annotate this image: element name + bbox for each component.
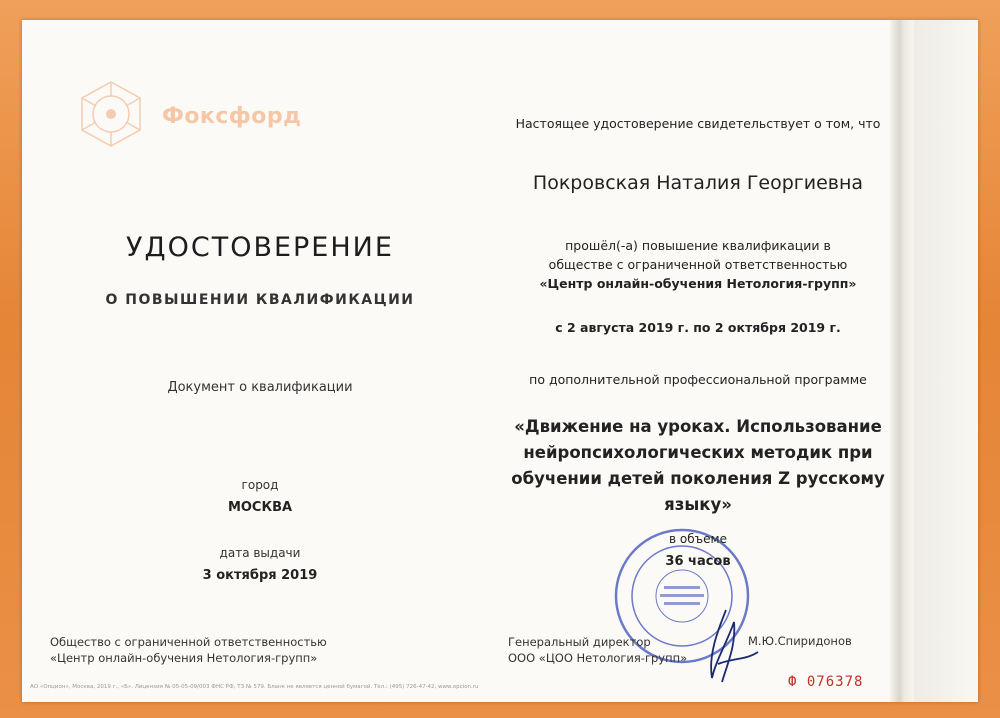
org-line-1: Общество с ограниченной ответственностью	[50, 635, 327, 649]
issue-date-value: 3 октября 2019	[202, 568, 318, 583]
issue-date-label: дата выдачи	[219, 546, 301, 560]
certificate-title: УДОСТОВЕРЕНИЕ	[126, 232, 394, 263]
city-label: город	[241, 478, 279, 492]
volume-label: в объеме	[669, 532, 727, 546]
program-title	[508, 414, 888, 518]
program-line-1: «Движение на уроках. Использование	[514, 417, 882, 436]
serial-number: Ф 076378	[788, 674, 864, 690]
city-value: МОСКВА	[227, 500, 293, 515]
completion-line-1: прошёл(-а) повышение квалификации в	[565, 238, 831, 253]
director-name: М.Ю.Спиридонов	[748, 634, 852, 648]
completion-text	[498, 236, 898, 293]
printer-footnote: АО «Опцион», Москва, 2019 г., «Б». Лицензия № 05-05-09/003 ФНС РФ, ТЗ № 579. Бланк не является ценной бумагой. Тел.: (495) 726-47-42, www.opcion.ru	[30, 684, 479, 690]
director-title	[508, 634, 687, 666]
left-page	[22, 20, 498, 702]
director-line-2: ООО «ЦОО Нетология-групп»	[508, 651, 688, 665]
intro-text: Настоящее удостоверение свидетельствует о том, что	[515, 116, 881, 131]
director-line-1: Генеральный директор	[508, 635, 651, 649]
brand-logo	[66, 74, 306, 154]
completion-line-3: «Центр онлайн-обучения Нетология-групп»	[539, 276, 857, 291]
org-line-2: «Центр онлайн-обучения Нетология-групп»	[50, 651, 318, 665]
right-page	[498, 20, 898, 702]
certificate-subtitle: О ПОВЫШЕНИИ КВАЛИФИКАЦИИ	[105, 292, 415, 308]
program-line-4: языку»	[664, 495, 732, 514]
program-line-2: нейропсихологических методик при	[523, 443, 873, 462]
program-line-3: обучении детей поколения Z русскому	[511, 469, 885, 488]
training-period: с 2 августа 2019 г. по 2 октября 2019 г.	[555, 320, 841, 335]
issuing-organization	[50, 634, 370, 666]
volume-value: 36 часов	[665, 554, 731, 569]
fox-logo-icon	[66, 74, 156, 154]
brand-name: Фоксфорд	[162, 104, 302, 129]
cover-flap	[914, 20, 978, 702]
recipient-name: Покровская Наталия Георгиевна	[532, 172, 864, 194]
program-label: по дополнительной профессиональной программе	[529, 372, 867, 387]
document-type: Документ о квалификации	[167, 380, 353, 395]
completion-line-2: обществе с ограниченной ответственностью	[548, 257, 848, 272]
